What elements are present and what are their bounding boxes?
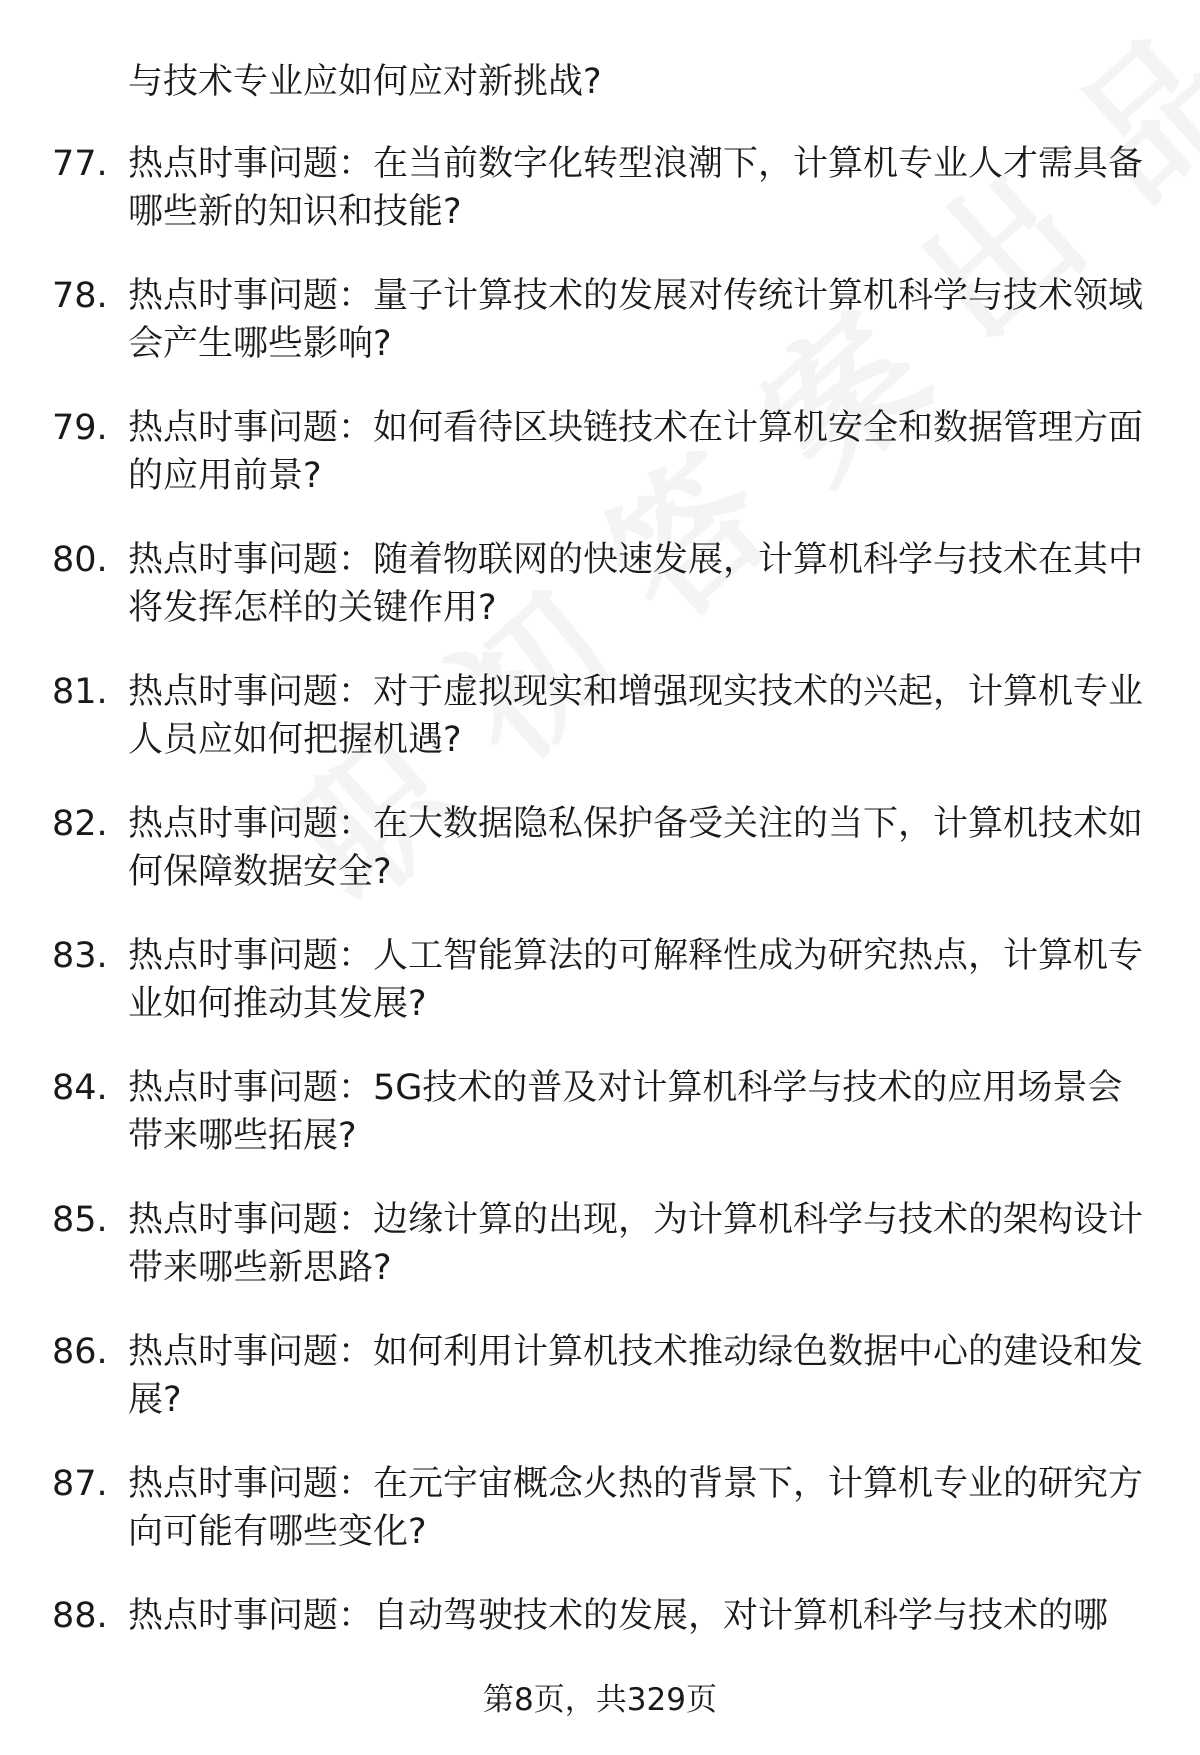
item-number: 85. — [52, 1200, 108, 1240]
item-number: 88. — [52, 1596, 108, 1636]
item-number: 83. — [52, 936, 108, 976]
list-item — [0, 668, 1200, 800]
item-number: 82. — [52, 804, 108, 844]
item-text: 热点时事问题：对于虚拟现实和增强现实技术的兴起，计算机专业人员应如何把握机遇? — [128, 672, 1144, 760]
item-number: 79. — [52, 408, 108, 448]
item-text: 热点时事问题：在当前数字化转型浪潮下，计算机专业人才需具备哪些新的知识和技能? — [128, 144, 1144, 232]
item-text: 热点时事问题：在元宇宙概念火热的背景下，计算机专业的研究方向可能有哪些变化? — [128, 1464, 1144, 1552]
list-item — [0, 140, 1200, 272]
list-item — [0, 1460, 1200, 1592]
item-text: 热点时事问题：边缘计算的出现，为计算机科学与技术的架构设计带来哪些新思路? — [128, 1200, 1144, 1288]
item-text: 热点时事问题：随着物联网的快速发展，计算机科学与技术在其中将发挥怎样的关键作用? — [128, 540, 1144, 628]
item-number: 87. — [52, 1464, 108, 1504]
item-text: 热点时事问题：如何看待区块链技术在计算机安全和数据管理方面的应用前景? — [128, 408, 1144, 496]
item-text: 热点时事问题：人工智能算法的可解释性成为研究热点，计算机专业如何推动其发展? — [128, 936, 1144, 1024]
list-item — [0, 272, 1200, 404]
list-item — [0, 1196, 1200, 1328]
item-number: 78. — [52, 276, 108, 316]
item-text: 热点时事问题：如何利用计算机技术推动绿色数据中心的建设和发展? — [128, 1332, 1144, 1420]
item-number: 81. — [52, 672, 108, 712]
item-number: 86. — [52, 1332, 108, 1372]
list-item — [0, 1064, 1200, 1196]
question-list — [0, 140, 1200, 1724]
item-text: 热点时事问题：自动驾驶技术的发展，对计算机科学与技术的哪 — [128, 1596, 1109, 1636]
list-item — [0, 932, 1200, 1064]
list-item — [0, 404, 1200, 536]
page-footer: 第8页，共329页 — [483, 1682, 717, 1718]
list-item — [0, 1328, 1200, 1460]
item-number: 77. — [52, 144, 108, 184]
carryover-line: 与技术专业应如何应对新挑战? — [128, 62, 602, 102]
item-text: 热点时事问题：在大数据隐私保护备受关注的当下，计算机技术如何保障数据安全? — [128, 804, 1144, 892]
item-text: 热点时事问题：量子计算技术的发展对传统计算机科学与技术领域会产生哪些影响? — [128, 276, 1144, 364]
item-number: 84. — [52, 1068, 108, 1108]
list-item — [0, 800, 1200, 932]
item-text: 热点时事问题：5G技术的普及对计算机科学与技术的应用场景会带来哪些拓展? — [128, 1068, 1123, 1156]
item-number: 80. — [52, 540, 108, 580]
list-item — [0, 536, 1200, 668]
